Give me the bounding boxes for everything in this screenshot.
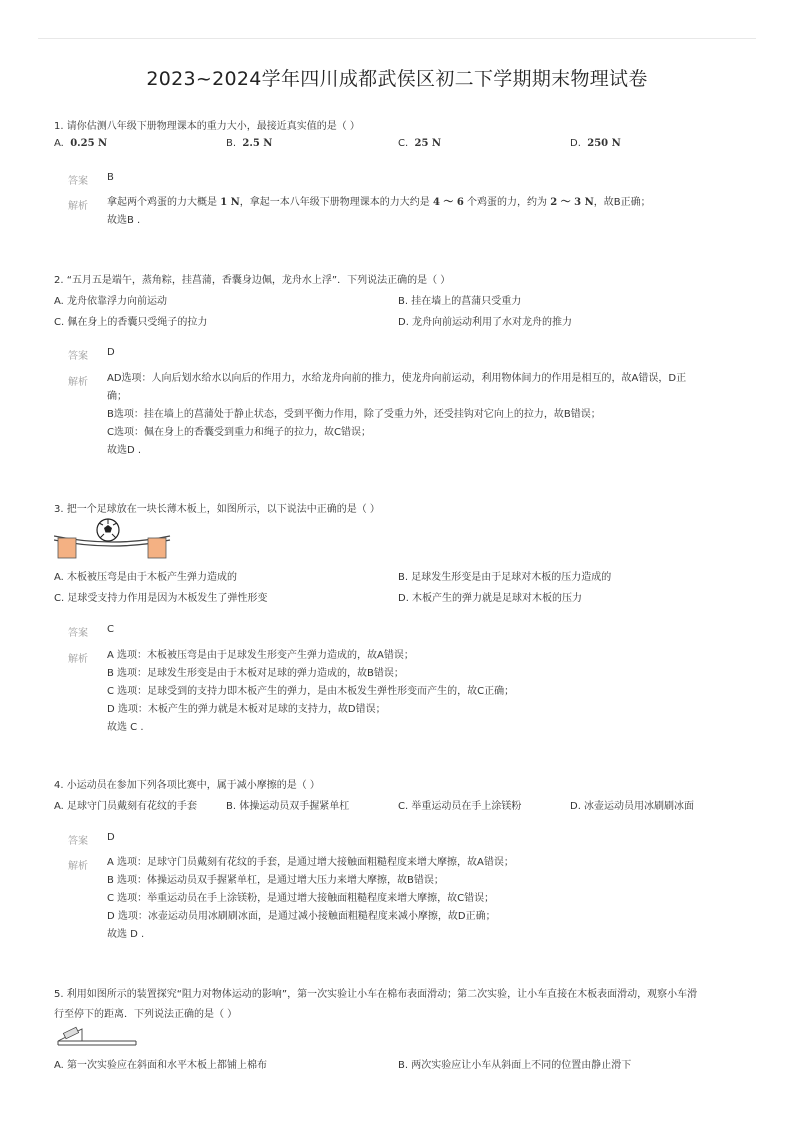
q4-option-c: C. 举重运动员在手上涂镁粉	[398, 801, 522, 812]
q3-option-a: A. 木板被压弯是由于木板产生弹力造成的	[54, 572, 238, 583]
q3-explain-label: 解析	[68, 654, 88, 665]
q1-answer: B	[107, 172, 114, 183]
q4-explanation: A 选项：足球守门员戴刻有花纹的手套，是通过增大接触面粗糙程度来增大摩擦，故A错误； B 选项：体操运动员双手握紧单杠，是通过增大压力来增大摩擦，故B错误； C 选项：举重运动员在手上涂镁粉，是通过增大接触面粗糙程度来增大摩擦，故C错误； D 选项：冰壶运动员用冰刷刷冰面，是通过减小接触面粗糙程度来减小摩擦，故D正确； 故选 D .	[107, 857, 514, 940]
q3-answer: C	[107, 624, 114, 635]
incline-cart-figure	[56, 1021, 138, 1051]
q2-option-b: B. 挂在墙上的菖蒲只受重力	[398, 296, 522, 307]
q1-option-b: B. 2.5 N	[226, 138, 273, 149]
q2-stem: 2. “五月五是端午，蒸角粽，挂菖蒲，香囊身边佩，龙舟水上浮”．下列说法正确的是（ ）	[54, 275, 451, 286]
q1-option-d: D. 250 N	[570, 138, 621, 149]
q2-explanation: AD选项：人向后划水给水以向后的作用力，水给龙舟向前的推力，使龙舟向前运动，利用物体间力的作用是相互的，故A错误，D正 确； B选项：挂在墙上的菖蒲处于静止状态，受到平衡力作用，除了受重力外，还受挂钩对它向上的拉力，故B错误； C选项：佩在身上的香囊受到重力和绳子的拉力，故C错误； 故选D .	[107, 373, 687, 456]
q5-option-a: A. 第一次实验应在斜面和水平木板上都铺上棉布	[54, 1060, 268, 1071]
q2-option-d: D. 龙舟向前运动利用了水对龙舟的推力	[398, 317, 573, 328]
top-divider	[38, 38, 756, 39]
board-football-figure	[54, 514, 172, 562]
q2-answer: D	[107, 347, 115, 358]
q4-option-a: A. 足球守门员戴刻有花纹的手套	[54, 801, 198, 812]
q1-option-a: A. 0.25 N	[54, 138, 108, 149]
page-title: 2023~2024学年四川成都武侯区初二下学期期末物理试卷	[146, 68, 648, 90]
q4-answer: D	[107, 832, 115, 843]
q3-explanation: A 选项：木板被压弯是由于足球发生形变产生弹力造成的，故A错误； B 选项：足球发生形变是由于木板对足球的弹力造成的，故B错误； C 选项：足球受到的支持力即木板产生的弹力，是由木板发生弹性形变而产生的，故C正确； D 选项：木板产生的弹力就是木板对足球的支持力，故D错误； 故选 C .	[107, 650, 515, 733]
q5-stem-line1: 5. 利用如图所示的装置探究“阻力对物体运动的影响”，第一次实验让小车在棉布表面滑动；第二次实验，让小车直接在木板表面滑动，观察小车滑	[54, 989, 698, 1000]
q2-option-c: C. 佩在身上的香囊只受绳子的拉力	[54, 317, 208, 328]
q1-explain-label: 解析	[68, 201, 88, 212]
q2-answer-label: 答案	[68, 351, 88, 362]
q4-stem: 4. 小运动员在参加下列各项比赛中，属于减小摩擦的是（ ）	[54, 780, 320, 791]
q1-stem: 1. 请你估测八年级下册物理课本的重力大小，最接近真实值的是（ ）	[54, 121, 360, 132]
q4-explain-label: 解析	[68, 861, 88, 872]
q4-option-b: B. 体操运动员双手握紧单杠	[226, 801, 350, 812]
q3-stem: 3. 把一个足球放在一块长薄木板上，如图所示，以下说法中正确的是（ ）	[54, 504, 380, 515]
q1-answer-label: 答案	[68, 176, 88, 187]
q3-answer-label: 答案	[68, 628, 88, 639]
q4-option-d: D. 冰壶运动员用冰刷刷冰面	[570, 801, 695, 812]
q5-stem-line2: 行至停下的距离．下列说法正确的是（ ）	[54, 1009, 238, 1020]
q2-explain-label: 解析	[68, 377, 88, 388]
q2-option-a: A. 龙舟依靠浮力向前运动	[54, 296, 168, 307]
q1-explanation: 拿起两个鸡蛋的力大概是 1 N，拿起一本八年级下册物理课本的力大约是 4 ～ 6 个鸡蛋的力，约为 2 ～ 3 N，故B正确； 故选B .	[107, 197, 651, 226]
q3-option-d: D. 木板产生的弹力就是足球对木板的压力	[398, 593, 583, 604]
q3-option-c: C. 足球受支持力作用是因为木板发生了弹性形变	[54, 593, 268, 604]
q4-answer-label: 答案	[68, 836, 88, 847]
q5-option-b: B. 两次实验应让小车从斜面上不同的位置由静止滑下	[398, 1060, 632, 1071]
q3-option-b: B. 足球发生形变是由于足球对木板的压力造成的	[398, 572, 612, 583]
q1-option-c: C. 25 N	[398, 138, 442, 149]
